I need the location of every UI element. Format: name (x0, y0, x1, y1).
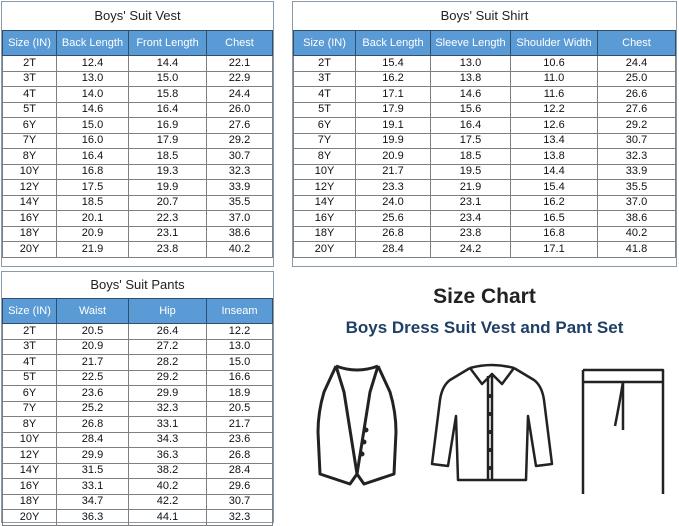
table-cell: 32.3 (207, 510, 273, 526)
table-cell: 30.7 (207, 149, 273, 165)
table-cell: 38.6 (598, 211, 676, 227)
table-cell: 25.6 (356, 211, 431, 227)
table-cell: 13.0 (57, 71, 129, 87)
table-cell: 28.4 (356, 242, 431, 258)
table-cell: 29.9 (129, 386, 207, 402)
table-cell: 27.2 (129, 339, 207, 355)
table-cell: 21.7 (57, 355, 129, 371)
table-cell: 8Y (3, 417, 57, 433)
table-row (294, 71, 676, 87)
table-cell: 23.6 (57, 386, 129, 402)
table-cell: 17.9 (129, 133, 207, 149)
table-cell: 18.5 (431, 149, 511, 165)
table-cell: 26.8 (356, 226, 431, 242)
table-cell: 13.4 (511, 133, 598, 149)
table-cell: 18Y (3, 226, 57, 242)
table-row (3, 118, 273, 134)
table-cell: 15.6 (431, 102, 511, 118)
pants-icon (579, 366, 667, 496)
shirt-size-table (293, 30, 676, 258)
vest-icon (314, 362, 400, 487)
shirt-table-body (294, 56, 676, 258)
table-cell: 30.7 (598, 133, 676, 149)
vest-col-header: Back Length (57, 31, 129, 56)
table-cell: 38.6 (207, 226, 273, 242)
table-cell: 4T (3, 355, 57, 371)
table-row (294, 226, 676, 242)
table-row (3, 355, 273, 371)
table-row (3, 463, 273, 479)
table-cell: 23.4 (431, 211, 511, 227)
table-cell: 28.4 (207, 463, 273, 479)
table-cell: 32.3 (207, 164, 273, 180)
table-cell: 42.2 (129, 494, 207, 510)
table-cell: 16.5 (511, 211, 598, 227)
table-row (3, 324, 273, 340)
table-cell: 36.3 (57, 510, 129, 526)
table-cell: 23.1 (129, 226, 207, 242)
table-cell: 40.2 (129, 479, 207, 495)
table-row (3, 71, 273, 87)
table-cell: 8Y (3, 149, 57, 165)
table-cell: 21.7 (207, 417, 273, 433)
table-cell: 15.0 (129, 71, 207, 87)
table-cell: 17.1 (356, 87, 431, 103)
table-cell: 29.2 (207, 133, 273, 149)
table-cell: 3T (3, 339, 57, 355)
table-cell: 44.1 (129, 510, 207, 526)
table-row (3, 417, 273, 433)
table-cell: 22.9 (207, 71, 273, 87)
table-cell: 15.4 (356, 56, 431, 72)
table-cell: 5T (294, 102, 356, 118)
table-row (294, 211, 676, 227)
pants-table-title: Boys' Suit Pants (90, 277, 185, 292)
table-cell: 14.6 (57, 102, 129, 118)
table-cell: 21.9 (57, 242, 129, 258)
table-cell: 20.7 (129, 195, 207, 211)
table-cell: 22.3 (129, 211, 207, 227)
table-cell: 27.6 (207, 118, 273, 134)
table-cell: 16.2 (511, 195, 598, 211)
table-cell: 33.1 (129, 417, 207, 433)
table-row (3, 448, 273, 464)
table-cell: 26.0 (207, 102, 273, 118)
table-cell: 18.5 (129, 149, 207, 165)
table-cell: 26.8 (207, 448, 273, 464)
table-cell: 26.8 (57, 417, 129, 433)
table-cell: 40.2 (207, 242, 273, 258)
table-cell: 13.0 (431, 56, 511, 72)
table-cell: 33.9 (598, 164, 676, 180)
table-cell: 5T (3, 102, 57, 118)
table-cell: 4T (3, 87, 57, 103)
table-cell: 17.5 (431, 133, 511, 149)
table-cell: 32.3 (598, 149, 676, 165)
table-row (3, 339, 273, 355)
table-cell: 15.8 (129, 87, 207, 103)
table-cell: 10Y (3, 432, 57, 448)
table-cell: 7Y (3, 133, 57, 149)
table-cell: 14.4 (129, 56, 207, 72)
table-cell: 14.6 (431, 87, 511, 103)
table-cell: 12.4 (57, 56, 129, 72)
table-row (294, 195, 676, 211)
table-cell: 2T (294, 56, 356, 72)
table-cell: 11.6 (511, 87, 598, 103)
table-cell: 16.8 (511, 226, 598, 242)
table-cell: 6Y (3, 118, 57, 134)
table-cell: 16.0 (57, 133, 129, 149)
table-cell: 23.8 (431, 226, 511, 242)
table-row (3, 149, 273, 165)
table-cell: 2T (3, 56, 57, 72)
table-cell: 10Y (294, 164, 356, 180)
table-cell: 16.4 (431, 118, 511, 134)
table-row (3, 370, 273, 386)
table-row (3, 211, 273, 227)
table-cell: 18.5 (57, 195, 129, 211)
table-cell: 16.2 (356, 71, 431, 87)
shirt-icon (428, 360, 556, 486)
size-chart-title: Size Chart (433, 285, 536, 308)
table-row (3, 386, 273, 402)
table-row (3, 401, 273, 417)
table-cell: 18.9 (207, 386, 273, 402)
table-cell: 11.0 (511, 71, 598, 87)
table-cell: 14.0 (57, 87, 129, 103)
table-cell: 26.4 (129, 324, 207, 340)
table-cell: 16.4 (57, 149, 129, 165)
shirt-col-header: Back Length (356, 31, 431, 56)
shirt-header-row (294, 31, 676, 56)
table-row (3, 494, 273, 510)
table-cell: 33.1 (57, 479, 129, 495)
table-cell: 3T (294, 71, 356, 87)
table-cell: 20.9 (57, 339, 129, 355)
table-row (3, 164, 273, 180)
vest-col-header: Chest (207, 31, 273, 56)
table-cell: 20.1 (57, 211, 129, 227)
table-cell: 16Y (3, 211, 57, 227)
table-cell: 17.5 (57, 180, 129, 196)
table-row (294, 164, 676, 180)
table-row (294, 87, 676, 103)
pants-col-header: Inseam (207, 299, 273, 324)
table-cell: 32.3 (129, 401, 207, 417)
table-row (3, 87, 273, 103)
shirt-col-header: Sleeve Length (431, 31, 511, 56)
table-cell: 19.9 (356, 133, 431, 149)
table-cell: 26.6 (598, 87, 676, 103)
table-cell: 30.7 (207, 494, 273, 510)
table-cell: 12.2 (207, 324, 273, 340)
pants-col-header: Size (IN) (3, 299, 57, 324)
table-cell: 16.6 (207, 370, 273, 386)
table-cell: 18Y (3, 494, 57, 510)
table-row (294, 149, 676, 165)
table-cell: 19.3 (129, 164, 207, 180)
table-cell: 16.4 (129, 102, 207, 118)
table-cell: 20.9 (57, 226, 129, 242)
table-row (3, 102, 273, 118)
table-row (294, 118, 676, 134)
table-row (294, 133, 676, 149)
table-cell: 21.9 (431, 180, 511, 196)
table-cell: 6Y (3, 386, 57, 402)
pants-size-panel (1, 271, 274, 523)
table-cell: 4T (294, 87, 356, 103)
table-cell: 2T (3, 324, 57, 340)
table-cell: 36.3 (129, 448, 207, 464)
table-row (3, 479, 273, 495)
table-cell: 12Y (3, 180, 57, 196)
table-cell: 33.9 (207, 180, 273, 196)
pants-table-body (3, 324, 273, 526)
table-cell: 15.0 (57, 118, 129, 134)
table-cell: 7Y (3, 401, 57, 417)
table-cell: 23.6 (207, 432, 273, 448)
table-cell: 34.3 (129, 432, 207, 448)
table-cell: 25.0 (598, 71, 676, 87)
table-row (3, 133, 273, 149)
table-cell: 23.8 (129, 242, 207, 258)
table-cell: 35.5 (207, 195, 273, 211)
table-cell: 19.9 (129, 180, 207, 196)
shirt-col-header: Chest (598, 31, 676, 56)
table-cell: 5T (3, 370, 57, 386)
table-cell: 20Y (3, 510, 57, 526)
table-cell: 14Y (294, 195, 356, 211)
table-cell: 10Y (3, 164, 57, 180)
table-cell: 15.4 (511, 180, 598, 196)
table-cell: 17.9 (356, 102, 431, 118)
vest-table-title: Boys' Suit Vest (94, 8, 181, 23)
table-row (3, 180, 273, 196)
table-cell: 16.8 (57, 164, 129, 180)
table-cell: 27.6 (598, 102, 676, 118)
table-cell: 29.6 (207, 479, 273, 495)
table-cell: 18Y (294, 226, 356, 242)
table-cell: 34.7 (57, 494, 129, 510)
table-cell: 35.5 (598, 180, 676, 196)
table-row (3, 56, 273, 72)
table-cell: 16Y (3, 479, 57, 495)
vest-table-body (3, 56, 273, 258)
table-cell: 29.2 (598, 118, 676, 134)
table-row (3, 242, 273, 258)
table-cell: 38.2 (129, 463, 207, 479)
table-cell: 31.5 (57, 463, 129, 479)
shirt-size-panel (292, 1, 677, 267)
table-cell: 19.1 (356, 118, 431, 134)
size-chart-subtitle: Boys Dress Suit Vest and Pant Set (345, 318, 624, 337)
vest-col-header: Front Length (129, 31, 207, 56)
table-cell: 19.5 (431, 164, 511, 180)
table-cell: 41.8 (598, 242, 676, 258)
table-cell: 13.8 (431, 71, 511, 87)
table-cell: 14.4 (511, 164, 598, 180)
table-cell: 20Y (294, 242, 356, 258)
table-cell: 12Y (3, 448, 57, 464)
table-cell: 12Y (294, 180, 356, 196)
table-cell: 37.0 (207, 211, 273, 227)
table-cell: 29.9 (57, 448, 129, 464)
table-row (3, 195, 273, 211)
vest-size-table (2, 30, 273, 258)
pants-size-table (2, 298, 273, 526)
table-cell: 20.5 (207, 401, 273, 417)
table-cell: 24.4 (207, 87, 273, 103)
pants-col-header: Waist (57, 299, 129, 324)
table-cell: 22.5 (57, 370, 129, 386)
table-cell: 14Y (3, 195, 57, 211)
table-cell: 12.2 (511, 102, 598, 118)
table-cell: 24.0 (356, 195, 431, 211)
table-cell: 20.5 (57, 324, 129, 340)
table-row (3, 510, 273, 526)
table-row (3, 226, 273, 242)
table-cell: 25.2 (57, 401, 129, 417)
shirt-col-header: Size (IN) (294, 31, 356, 56)
table-cell: 21.7 (356, 164, 431, 180)
table-cell: 40.2 (598, 226, 676, 242)
vest-size-panel (1, 1, 274, 267)
table-row (3, 432, 273, 448)
table-cell: 16.9 (129, 118, 207, 134)
table-row (294, 242, 676, 258)
table-cell: 15.0 (207, 355, 273, 371)
pants-col-header: Hip (129, 299, 207, 324)
table-row (294, 56, 676, 72)
table-cell: 3T (3, 71, 57, 87)
table-cell: 22.1 (207, 56, 273, 72)
table-cell: 13.8 (511, 149, 598, 165)
table-cell: 37.0 (598, 195, 676, 211)
table-cell: 28.2 (129, 355, 207, 371)
vest-header-row (3, 31, 273, 56)
shirt-table-title: Boys' Suit Shirt (440, 8, 529, 23)
table-cell: 13.0 (207, 339, 273, 355)
table-cell: 14Y (3, 463, 57, 479)
table-cell: 23.3 (356, 180, 431, 196)
table-row (294, 180, 676, 196)
table-row (294, 102, 676, 118)
table-cell: 24.4 (598, 56, 676, 72)
table-cell: 23.1 (431, 195, 511, 211)
table-cell: 7Y (294, 133, 356, 149)
pants-header-row (3, 299, 273, 324)
shirt-col-header: Shoulder Width (511, 31, 598, 56)
table-cell: 24.2 (431, 242, 511, 258)
table-cell: 16Y (294, 211, 356, 227)
table-cell: 17.1 (511, 242, 598, 258)
table-cell: 10.6 (511, 56, 598, 72)
table-cell: 20Y (3, 242, 57, 258)
vest-col-header: Size (IN) (3, 31, 57, 56)
table-cell: 29.2 (129, 370, 207, 386)
table-cell: 6Y (294, 118, 356, 134)
table-cell: 8Y (294, 149, 356, 165)
table-cell: 12.6 (511, 118, 598, 134)
table-cell: 20.9 (356, 149, 431, 165)
table-cell: 28.4 (57, 432, 129, 448)
